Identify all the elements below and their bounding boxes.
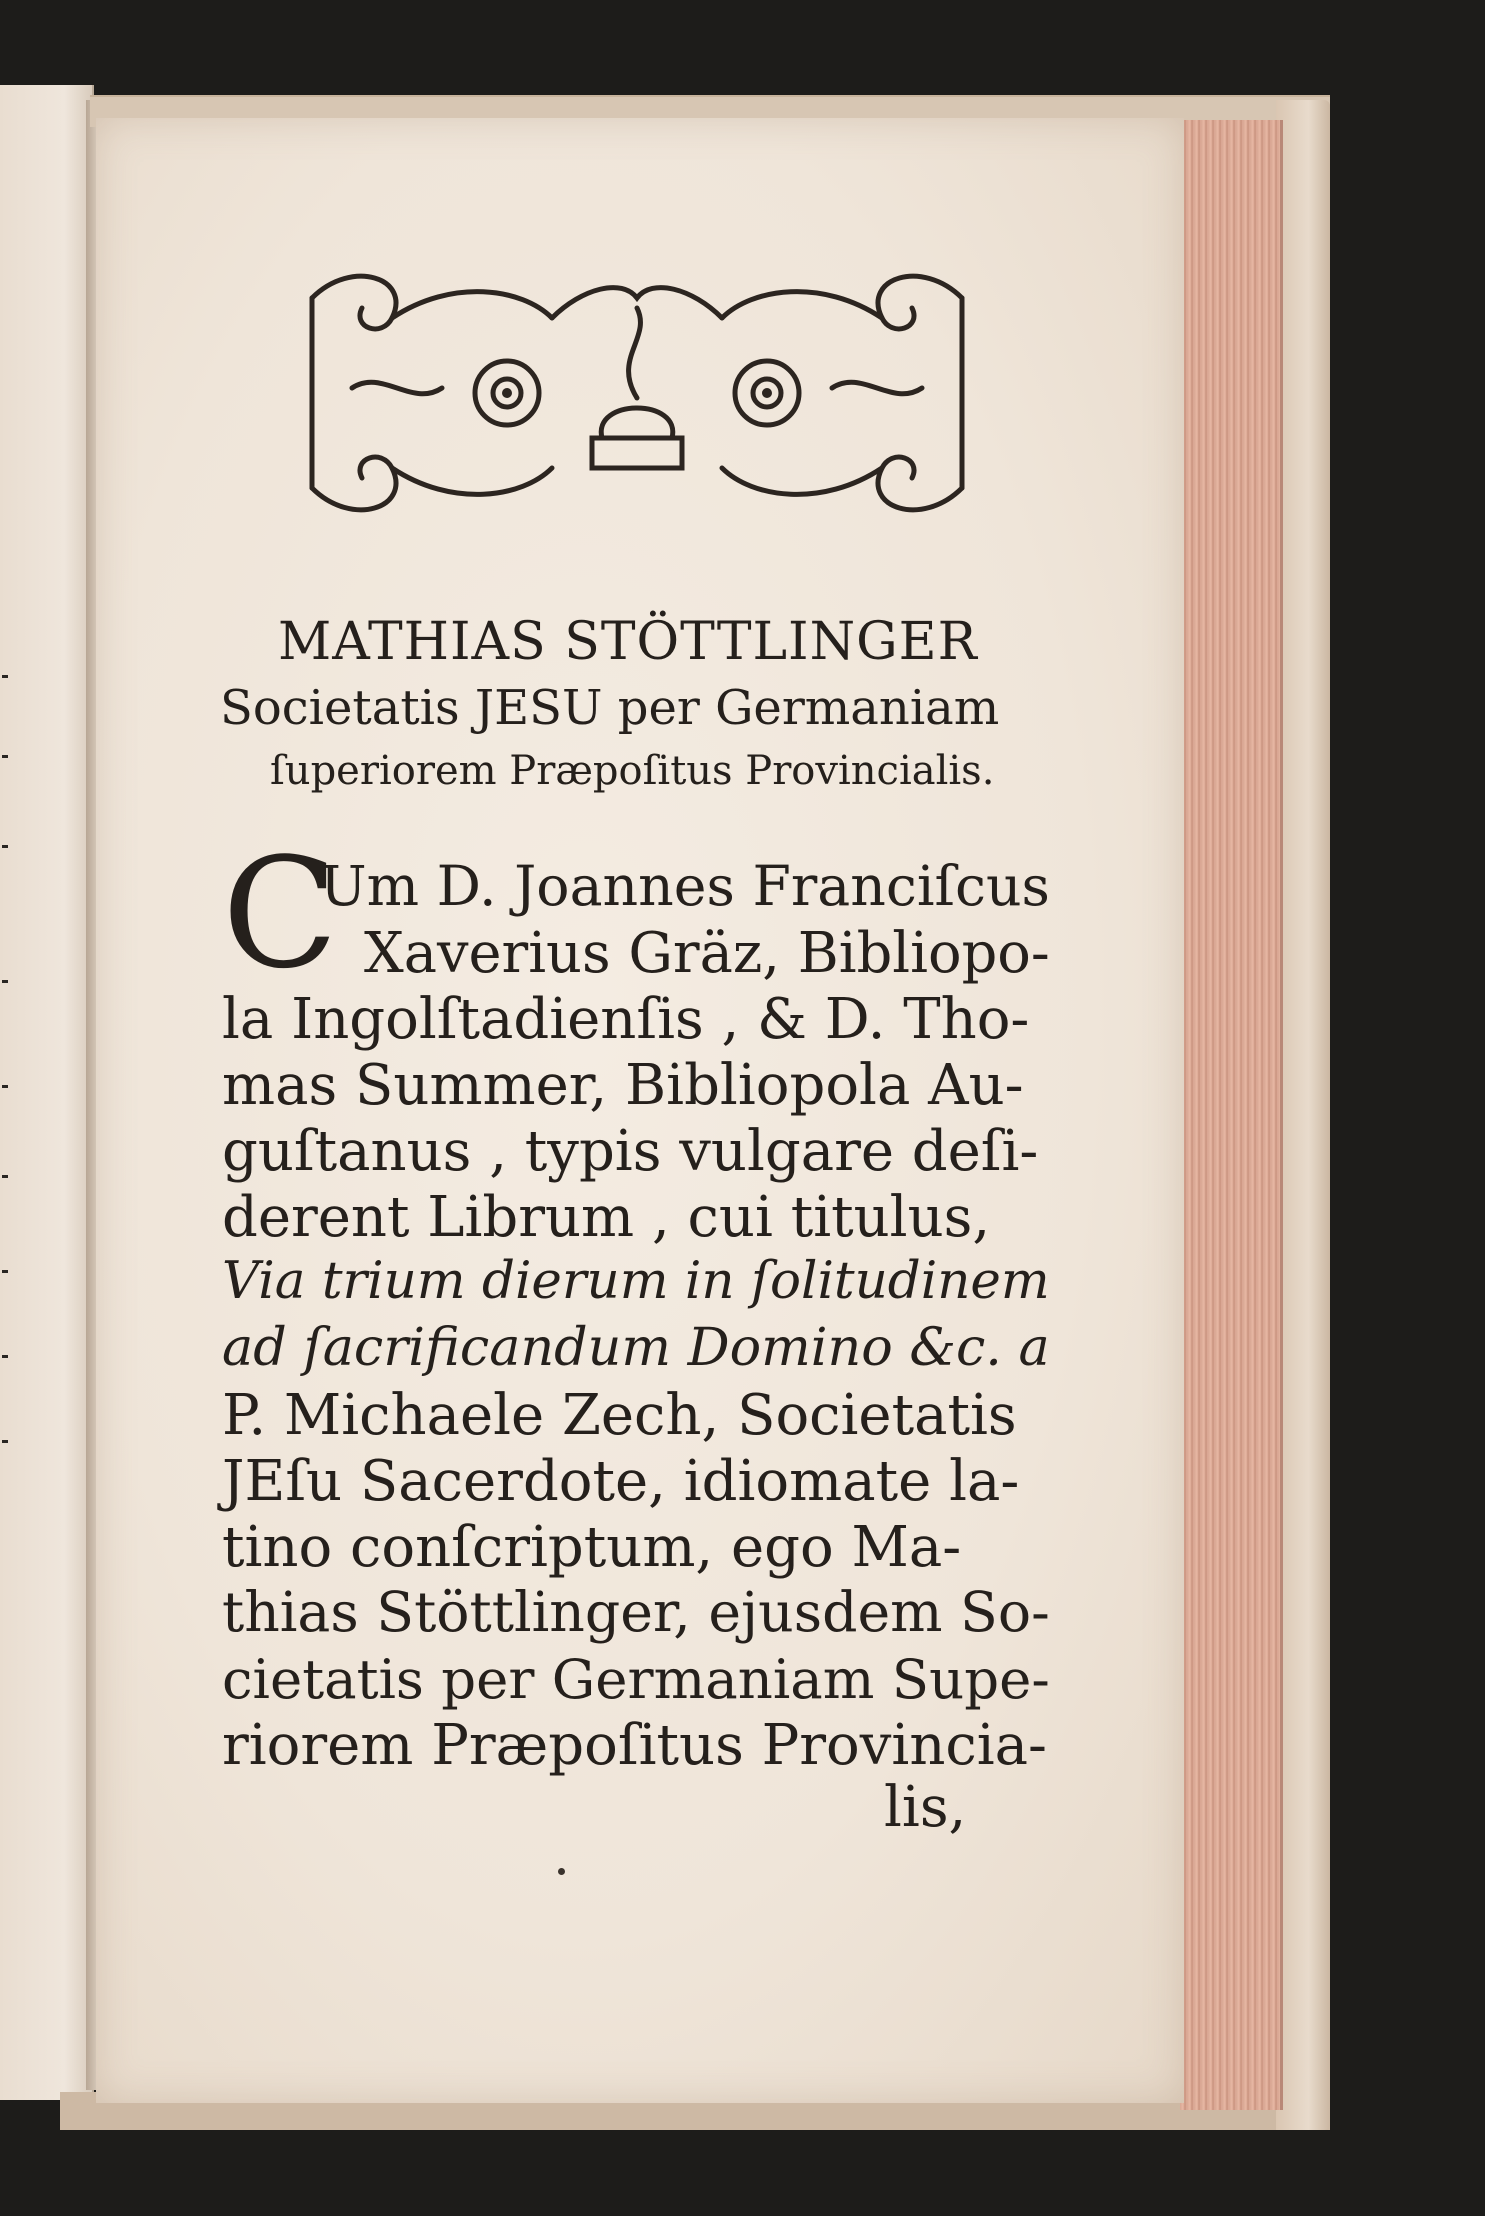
text-line: tino conſcriptum, ego Ma- xyxy=(222,1515,962,1580)
text-line: mas Summer, Bibliopola Au- xyxy=(222,1053,1024,1118)
ink-dot xyxy=(558,1868,565,1875)
left-page-edge xyxy=(0,85,94,2100)
page-edges-red xyxy=(1180,120,1283,2110)
text-line-italic: Via trium dierum in ſolitudinem xyxy=(222,1251,1050,1311)
society-line: Societatis JESU per Germaniam xyxy=(220,680,1000,736)
text-line: thias Stöttlinger, ejusdem So- xyxy=(222,1581,1050,1645)
text-line: riorem Præpoſitus Provincia- xyxy=(222,1713,1047,1778)
text-line: Xaverius Gräz, Bibliopo- xyxy=(364,921,1050,986)
headpiece-ornament xyxy=(292,258,982,528)
office-line: ſuperiorem Præpoſitus Provincialis. xyxy=(270,748,995,794)
catchword: lis, xyxy=(884,1775,967,1840)
text-line: Um D. Joannes Franciſcus xyxy=(320,855,1050,919)
text-line: derent Librum , cui titulus, xyxy=(222,1185,991,1250)
text-line: guſtanus , typis vulgare deſi- xyxy=(222,1119,1039,1184)
text-line: P. Michaele Zech, Societatis xyxy=(222,1383,1017,1448)
cover-right-edge xyxy=(1276,100,1330,2130)
text-line-italic: ad ſacrificandum Domino &c. a xyxy=(222,1317,1050,1378)
text-line: JEſu Sacerdote, idiomate la- xyxy=(222,1449,1020,1514)
author-name-heading: MATHIAS STÖTTLINGER xyxy=(278,612,978,672)
text-line: cietatis per Germaniam Supe- xyxy=(222,1647,1050,1711)
drop-cap: C xyxy=(222,825,339,1002)
text-line: la Ingolſtadienſis , & D. Tho- xyxy=(222,987,1030,1052)
